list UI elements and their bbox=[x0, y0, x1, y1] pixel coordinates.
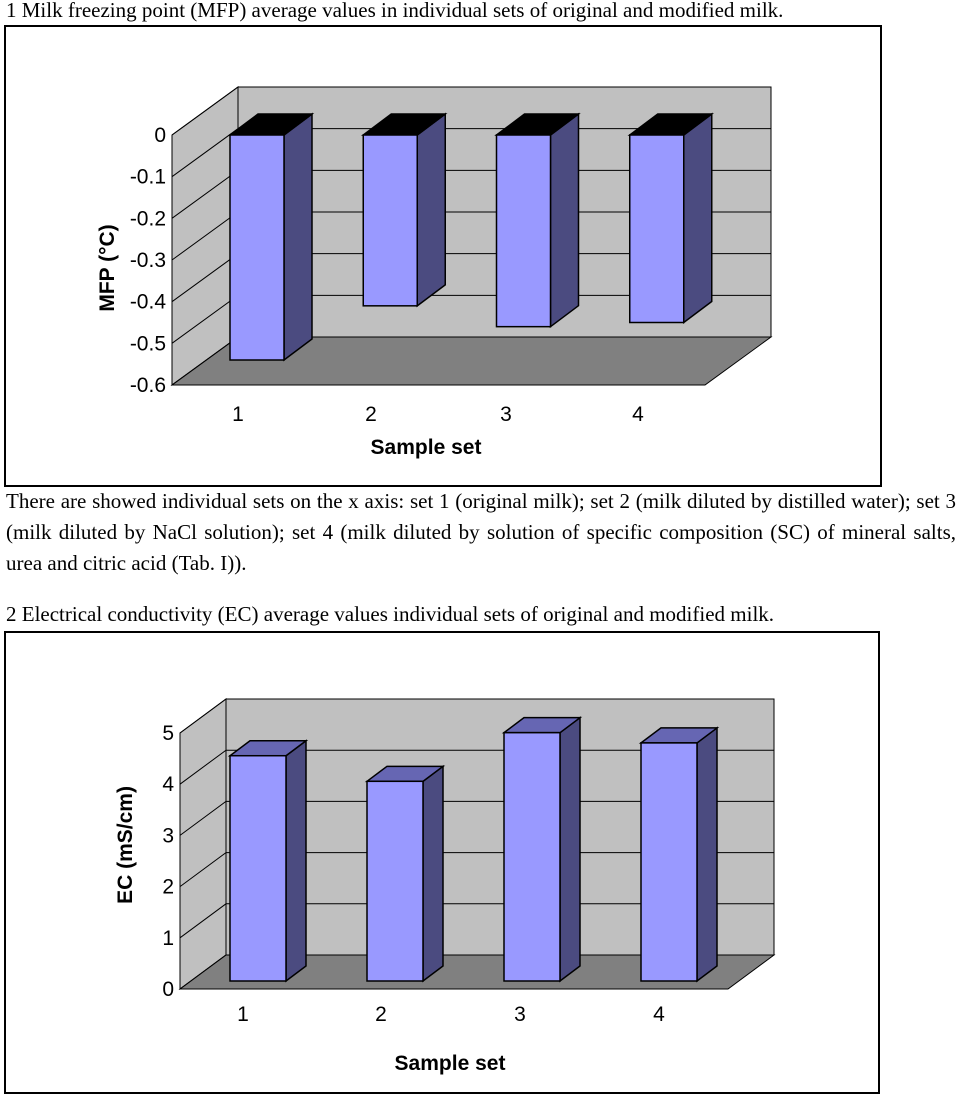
mfp-x-axis-label: Sample set bbox=[370, 436, 482, 459]
y-tick-label: -0.4 bbox=[129, 290, 166, 314]
bar-front bbox=[641, 743, 697, 981]
y-tick-label: -0.1 bbox=[129, 165, 166, 189]
y-tick-label: 5 bbox=[162, 722, 174, 745]
bar-4 bbox=[641, 728, 717, 981]
bar-side bbox=[417, 114, 445, 306]
ec-plot-area bbox=[180, 699, 774, 989]
bar-front bbox=[230, 756, 286, 981]
y-tick-label: 1 bbox=[162, 926, 174, 950]
bar-2 bbox=[367, 766, 443, 981]
bar-side bbox=[551, 114, 579, 327]
y-tick-label: -0.3 bbox=[129, 249, 166, 272]
bar-front bbox=[497, 135, 551, 327]
mfp-chart bbox=[5, 26, 881, 486]
x-tick-label: 3 bbox=[514, 1003, 526, 1026]
ec-chart bbox=[5, 632, 879, 1093]
bar-side bbox=[697, 728, 717, 981]
bar-1 bbox=[230, 114, 312, 360]
bar-2 bbox=[363, 114, 445, 306]
bar-4 bbox=[630, 114, 712, 323]
bar-front bbox=[367, 781, 423, 981]
y-tick-label: 3 bbox=[162, 824, 174, 848]
mfp-y-axis-label: MFP (°C) bbox=[96, 224, 119, 312]
bar-side bbox=[423, 766, 443, 981]
y-tick-label: 0 bbox=[162, 978, 174, 1001]
bar-front bbox=[363, 135, 417, 306]
bar-side bbox=[284, 114, 312, 360]
mfp-plot-area bbox=[172, 87, 771, 385]
x-tick-label: 2 bbox=[375, 1003, 387, 1026]
bar-front bbox=[230, 135, 284, 360]
figure-1-caption: 1 Milk freezing point (MFP) average values in individual sets of original and modified milk. bbox=[6, 0, 784, 22]
bar-front bbox=[504, 733, 560, 981]
side-wall bbox=[180, 699, 226, 989]
x-tick-label: 4 bbox=[632, 403, 644, 426]
bar-side bbox=[560, 718, 580, 981]
bar-1 bbox=[230, 741, 306, 981]
bar-3 bbox=[497, 114, 579, 327]
figure-1-description: There are showed individual sets on the x axis: set 1 (original milk); set 2 (milk diluted by distilled water); set 3 (milk diluted by NaCl solution); set 4 (milk diluted by solution of specific composition (SC) of mineral salts, urea and citric acid (Tab. I)). bbox=[6, 489, 956, 575]
bar-3 bbox=[504, 718, 580, 981]
x-tick-label: 2 bbox=[365, 403, 377, 426]
bar-front bbox=[630, 135, 684, 323]
ec-x-axis-label: Sample set bbox=[394, 1052, 506, 1075]
y-tick-label: 2 bbox=[162, 875, 174, 899]
y-tick-label: -0.2 bbox=[129, 207, 166, 231]
y-tick-label: -0.6 bbox=[129, 374, 166, 397]
x-tick-label: 3 bbox=[500, 403, 512, 426]
x-tick-label: 1 bbox=[232, 403, 244, 426]
bar-side bbox=[286, 741, 306, 981]
bar-side bbox=[684, 114, 712, 323]
y-tick-label: -0.5 bbox=[129, 332, 166, 356]
x-tick-label: 4 bbox=[653, 1003, 665, 1026]
figure-2-caption: 2 Electrical conductivity (EC) average values individual sets of original and modified milk. bbox=[6, 602, 775, 626]
y-tick-label: 4 bbox=[162, 773, 174, 797]
ec-y-axis-label: EC (mS/cm) bbox=[114, 786, 137, 904]
y-tick-label: 0 bbox=[154, 124, 166, 147]
x-tick-label: 1 bbox=[237, 1003, 249, 1026]
